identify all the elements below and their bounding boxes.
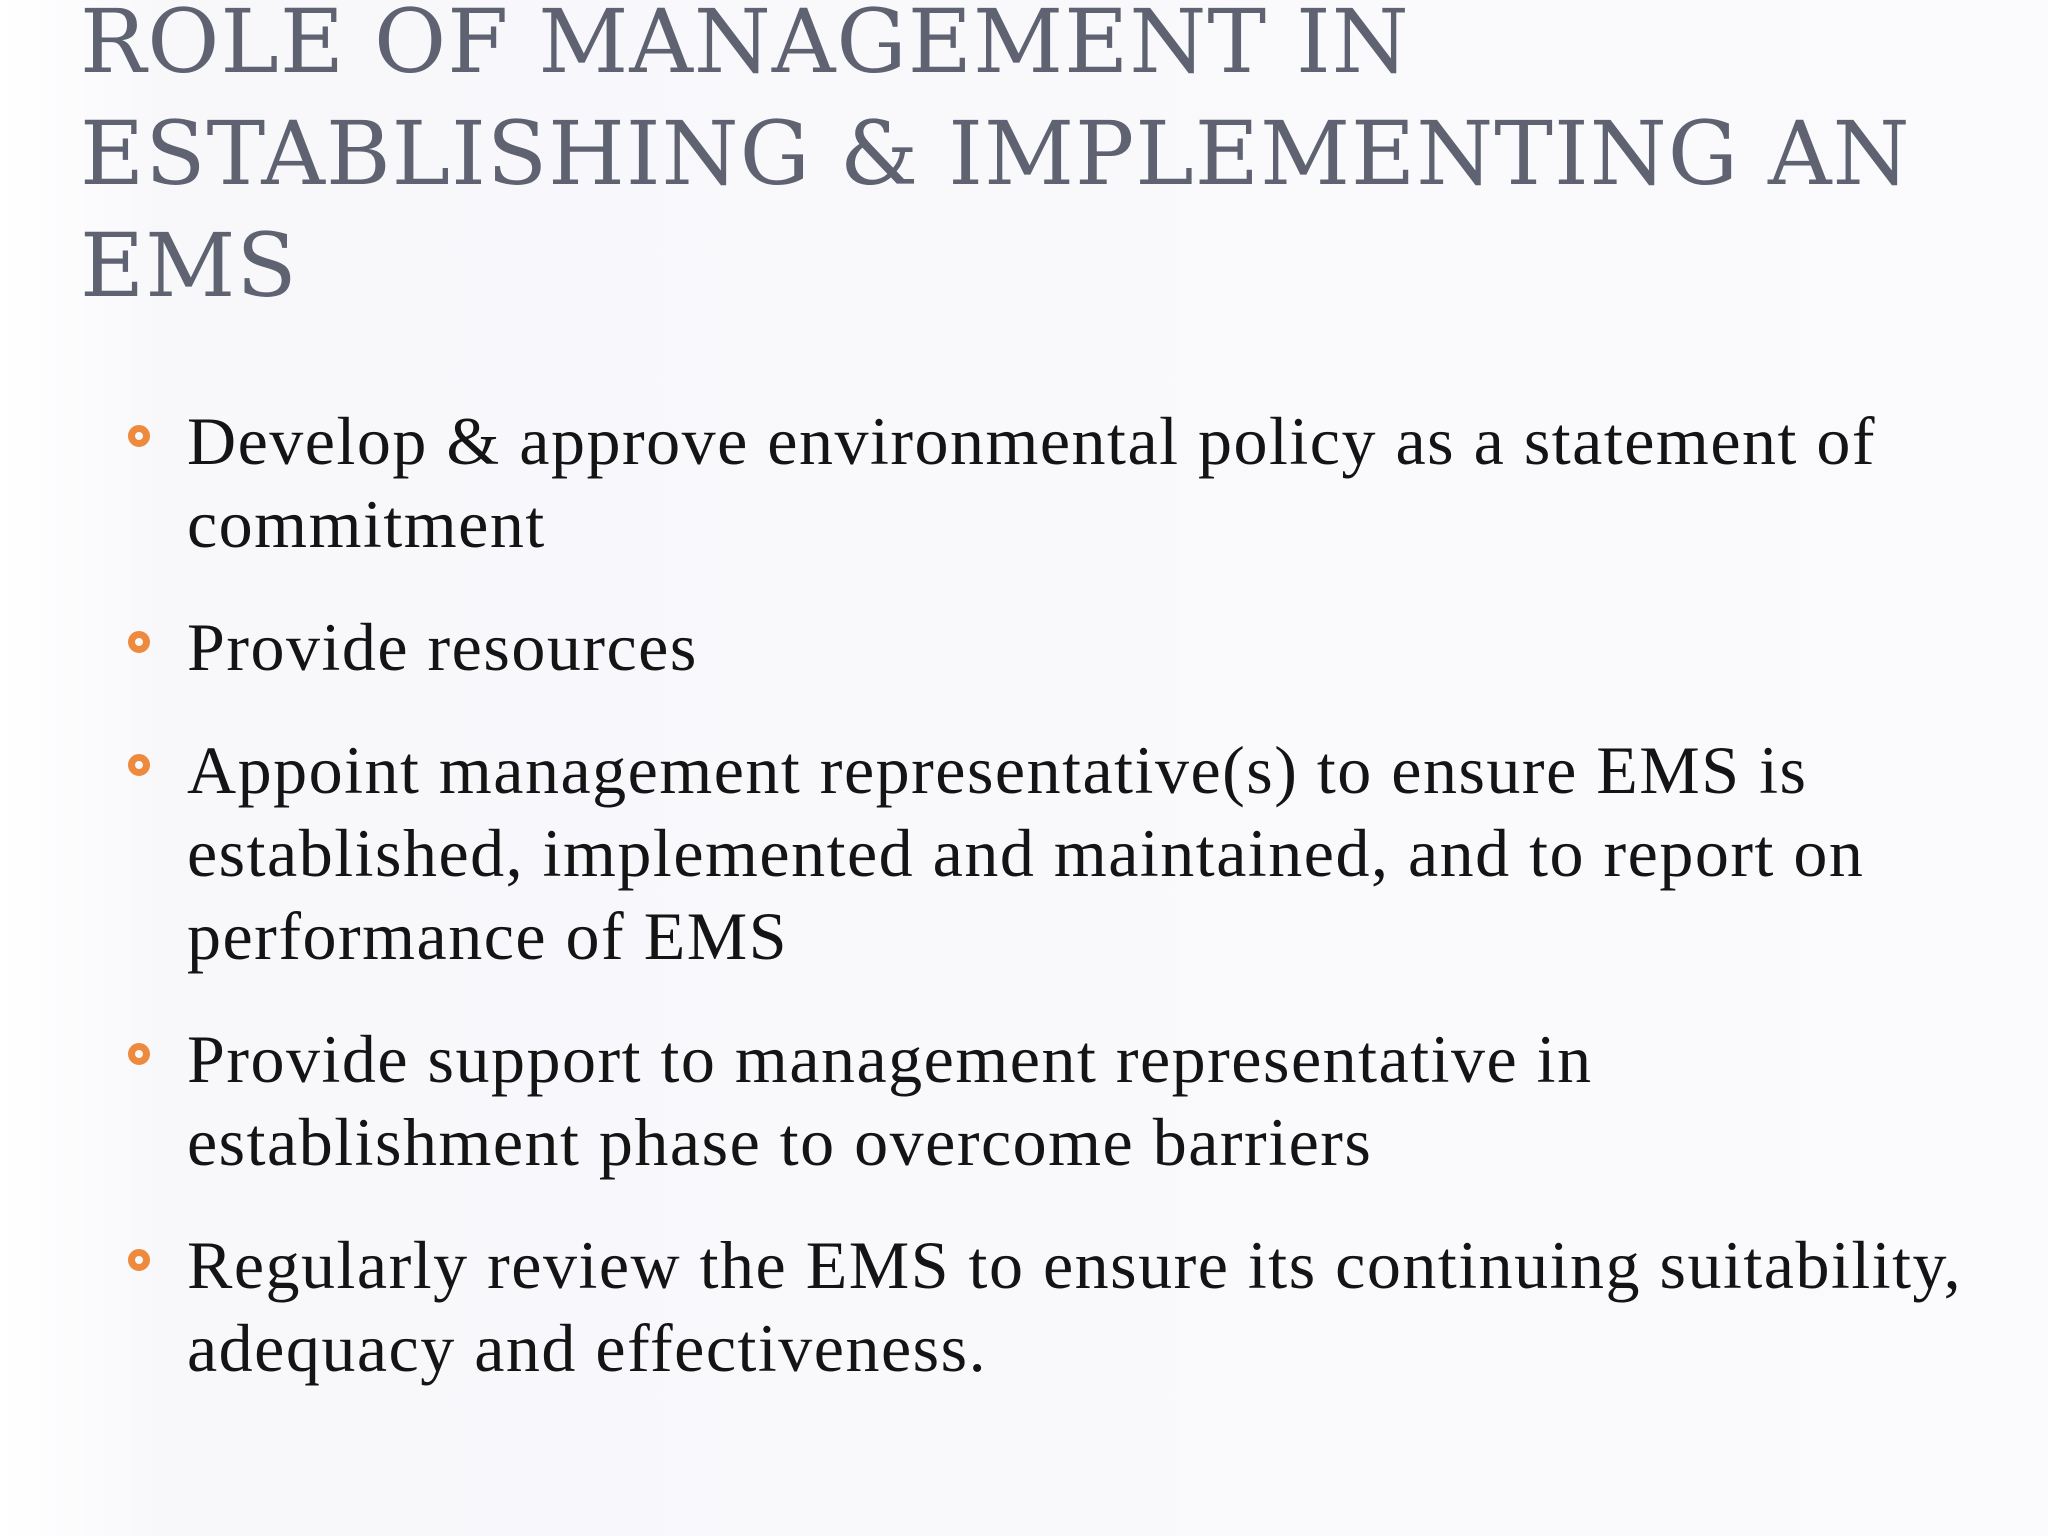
orange-circle-bullet-icon [125, 1018, 187, 1101]
orange-circle-bullet-icon [125, 606, 187, 689]
bullet-text: Provide resources [187, 609, 698, 685]
list-item [125, 400, 1985, 566]
orange-circle-bullet-icon [125, 1224, 187, 1307]
list-item [125, 1224, 1985, 1390]
list-item [125, 1018, 1985, 1184]
bullet-text: Develop & approve environmental policy as a statement of commitment [187, 403, 1877, 562]
bullet-list [125, 400, 1985, 1430]
orange-circle-bullet-icon [125, 729, 187, 812]
list-item [125, 606, 1985, 689]
slide-title: ROLE OF MANAGEMENT IN ESTABLISHING & IMPLEMENTING AN EMS [80, 0, 1911, 317]
bullet-text: Appoint management representative(s) to ensure EMS is established, implemented and maintained, and to report on performance of EMS [187, 732, 1865, 974]
bullet-text: Regularly review the EMS to ensure its continuing suitability, adequacy and effectiveness. [187, 1227, 1963, 1386]
list-item [125, 729, 1985, 978]
bullet-text: Provide support to management representative in establishment phase to overcome barriers [187, 1021, 1593, 1180]
orange-circle-bullet-icon [125, 400, 187, 483]
